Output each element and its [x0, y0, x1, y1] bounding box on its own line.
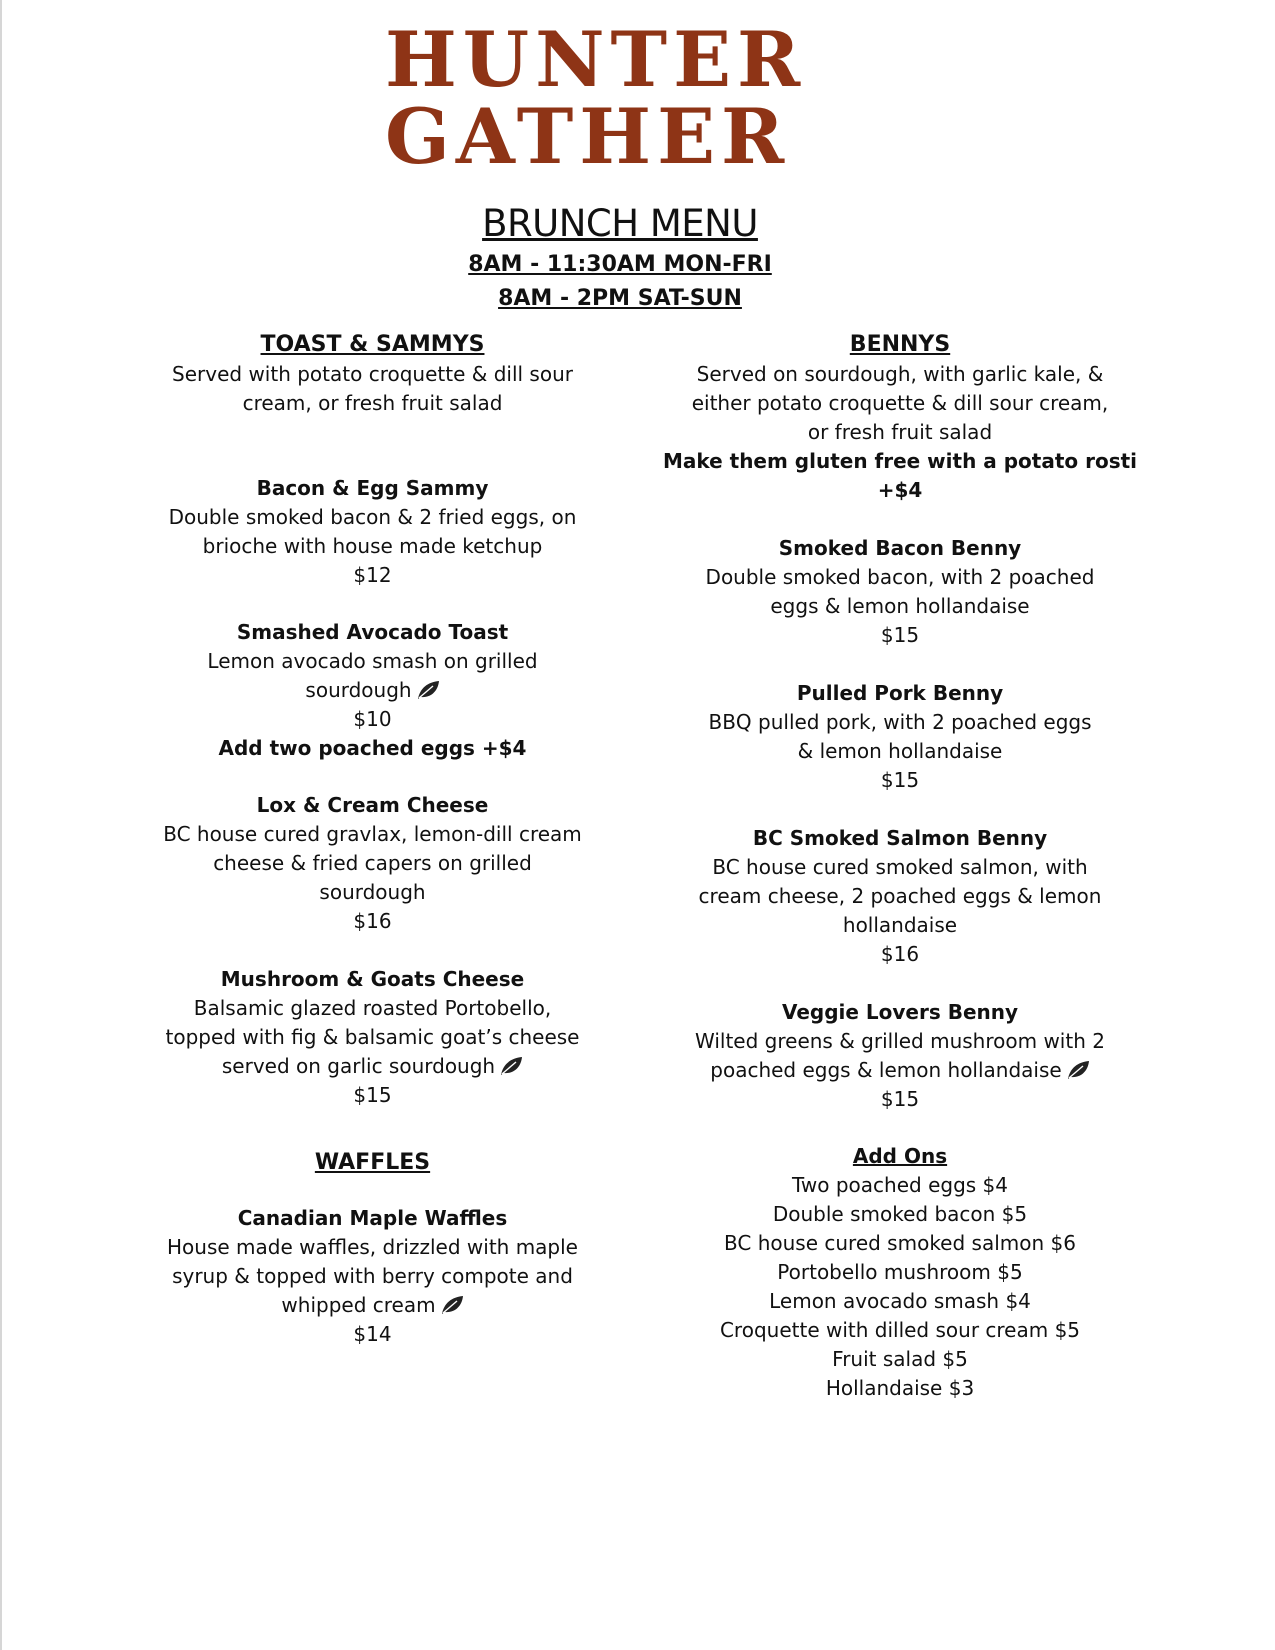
- add-on-item: Two poached eggs $4: [792, 1173, 1008, 1197]
- section-title-bennys: BENNYS: [849, 332, 951, 357]
- add-on-item: BC house cured smoked salmon $6: [724, 1231, 1076, 1255]
- item-name: BC Smoked Salmon Benny: [752, 826, 1048, 850]
- item-desc-line: [640, 1056, 1160, 1085]
- logo-line-2: GATHER: [385, 92, 791, 181]
- add-on-item: Croquette with dilled sour cream $5: [719, 1318, 1081, 1342]
- item-desc: Wilted greens & grilled mushroom with 2: [695, 1029, 1105, 1053]
- add-on-item: Fruit salad $5: [832, 1347, 968, 1371]
- section-desc-line: Served on sourdough, with garlic kale, &: [696, 362, 1104, 386]
- gluten-free-note: Make them gluten free with a potato rosti: [662, 449, 1138, 473]
- item-desc: BC house cured gravlax, lemon-dill cream: [163, 822, 582, 846]
- item-desc: brioche with house made ketchup: [202, 534, 543, 558]
- item-name: Bacon & Egg Sammy: [256, 476, 489, 500]
- item-price: $14: [353, 1322, 392, 1346]
- item-desc: House made waffles, drizzled with maple: [167, 1235, 578, 1259]
- item-desc: cheese & fried capers on grilled: [213, 851, 532, 875]
- section-desc-line: Served with potato croquette & dill sour: [172, 362, 573, 386]
- section-desc-line: either potato croquette & dill sour cream,: [691, 391, 1109, 415]
- menu-item-lox-cream-cheese: [140, 791, 605, 936]
- item-desc: poached eggs & lemon hollandaise: [710, 1058, 1062, 1082]
- item-price: $16: [880, 942, 920, 966]
- item-desc: whipped cream: [281, 1293, 436, 1317]
- item-price: $16: [353, 909, 392, 933]
- page-edge: [0, 0, 2, 1650]
- item-name: Smoked Bacon Benny: [778, 536, 1022, 560]
- menu-item-veggie-lovers-benny: [640, 998, 1160, 1114]
- item-name: Lox & Cream Cheese: [256, 793, 489, 817]
- item-desc: served on garlic sourdough: [221, 1054, 496, 1078]
- item-desc: Balsamic glazed roasted Portobello,: [193, 996, 552, 1020]
- left-column: [140, 330, 605, 1349]
- section-desc-line: cream, or fresh fruit salad: [242, 391, 503, 415]
- menu-item-canadian-maple-waffles: [140, 1204, 605, 1349]
- item-name: Veggie Lovers Benny: [781, 1000, 1019, 1024]
- section-desc-line: or fresh fruit salad: [807, 420, 993, 444]
- item-name: Smashed Avocado Toast: [236, 620, 509, 644]
- leaf-icon: [1066, 1059, 1090, 1079]
- item-extra: Add two poached eggs +$4: [218, 736, 527, 760]
- item-desc: syrup & topped with berry compote and: [172, 1264, 573, 1288]
- item-desc-line: [140, 1052, 605, 1081]
- menu-header: [300, 200, 940, 316]
- menu-item-smashed-avocado-toast: [140, 618, 605, 763]
- menu-item-mushroom-goats-cheese: [140, 965, 605, 1110]
- item-name: Pulled Pork Benny: [796, 681, 1004, 705]
- logo: [385, 15, 815, 181]
- item-price: $15: [880, 1087, 920, 1111]
- item-desc: topped with fig & balsamic goat’s cheese: [165, 1025, 580, 1049]
- item-price: $15: [880, 768, 920, 792]
- item-desc-line: [140, 676, 605, 705]
- menu-item-smoked-bacon-benny: [640, 534, 1160, 650]
- item-desc: BBQ pulled pork, with 2 poached eggs: [708, 710, 1092, 734]
- item-desc-line: [140, 1291, 605, 1320]
- hours-weekday: 8AM - 11:30AM MON-FRI: [468, 252, 772, 277]
- item-price: $10: [353, 707, 392, 731]
- menu-title: BRUNCH MENU: [482, 202, 758, 245]
- menu-item-pulled-pork-benny: [640, 679, 1160, 795]
- item-desc: cream cheese, 2 poached eggs & lemon: [698, 884, 1102, 908]
- item-desc: & lemon hollandaise: [797, 739, 1003, 763]
- item-desc: hollandaise: [842, 913, 958, 937]
- section-title-waffles: WAFFLES: [314, 1150, 431, 1175]
- item-price: $12: [353, 563, 392, 587]
- item-desc: Lemon avocado smash on grilled: [207, 649, 538, 673]
- item-desc: sourdough: [319, 880, 426, 904]
- item-desc: eggs & lemon hollandaise: [770, 594, 1030, 618]
- menu-item-bacon-egg-sammy: [140, 474, 605, 590]
- add-on-item: Hollandaise $3: [825, 1376, 975, 1400]
- logo-line-1: HUNTER: [385, 15, 807, 104]
- add-on-item: Double smoked bacon $5: [772, 1202, 1028, 1226]
- item-price: $15: [880, 623, 920, 647]
- right-column: [640, 330, 1160, 1403]
- section-title-toast: TOAST & SAMMYS: [260, 332, 485, 357]
- leaf-icon: [416, 679, 440, 699]
- leaf-icon: [440, 1294, 464, 1314]
- item-price: $15: [353, 1083, 392, 1107]
- item-name: Canadian Maple Waffles: [237, 1206, 508, 1230]
- item-desc: sourdough: [305, 678, 412, 702]
- item-desc: Double smoked bacon, with 2 poached: [705, 565, 1095, 589]
- add-on-item: Portobello mushroom $5: [777, 1260, 1023, 1284]
- add-ons-title: Add Ons: [852, 1144, 948, 1168]
- menu-item-bc-smoked-salmon-benny: [640, 824, 1160, 969]
- item-desc: BC house cured smoked salmon, with: [712, 855, 1088, 879]
- item-name: Mushroom & Goats Cheese: [220, 967, 525, 991]
- hours-weekend: 8AM - 2PM SAT-SUN: [498, 286, 742, 311]
- gluten-free-price: +$4: [877, 478, 923, 502]
- leaf-icon: [499, 1055, 523, 1075]
- add-on-item: Lemon avocado smash $4: [769, 1289, 1031, 1313]
- item-desc: Double smoked bacon & 2 fried eggs, on: [168, 505, 577, 529]
